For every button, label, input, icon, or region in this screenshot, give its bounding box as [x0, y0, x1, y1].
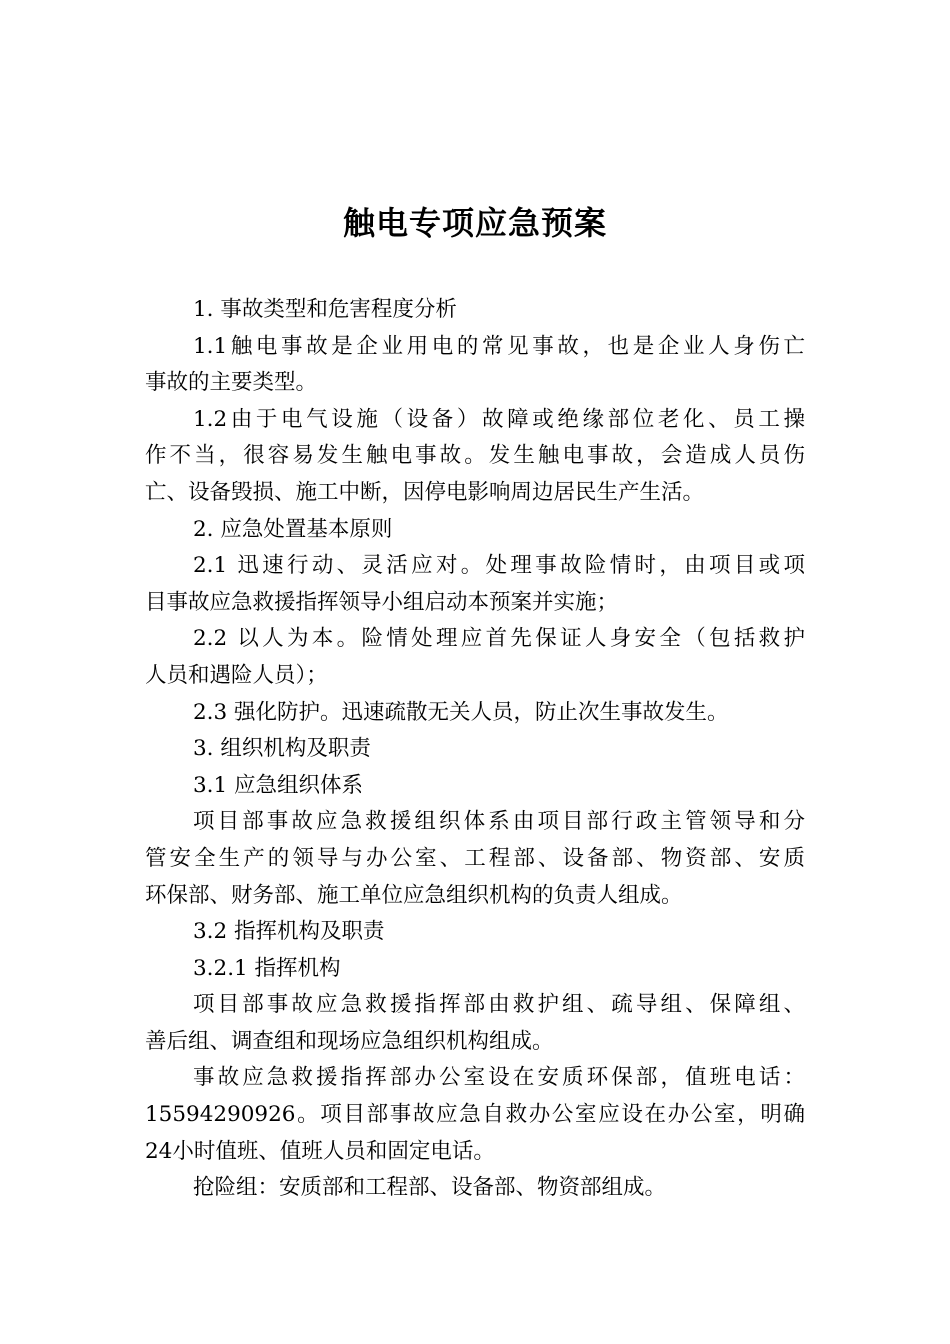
text-line: 目事故应急救援指挥领导小组启动本预案并实施；	[145, 589, 619, 615]
text-line: 2.1 迅速行动、灵活应对。处理事故险情时，由项目或项	[193, 553, 805, 579]
text-line: 管安全生产的领导与办公室、工程部、设备部、物资部、安质	[145, 845, 805, 871]
text-line: 环保部、财务部、施工单位应急组织机构的负责人组成。	[145, 882, 683, 908]
text-line: 2. 应急处置基本原则	[193, 516, 393, 542]
text-line: 项目部事故应急救援指挥部由救护组、疏导组、保障组、	[193, 992, 805, 1018]
text-line: 1. 事故类型和危害程度分析	[193, 297, 457, 322]
text-line: 作不当，很容易发生触电事故。发生触电事故，会造成人员伤	[145, 443, 805, 469]
text-line: 3.2.1 指挥机构	[193, 955, 341, 981]
document-title: 触电专项应急预案	[342, 204, 607, 242]
text-line: 事故的主要类型。	[145, 370, 318, 396]
text-line: 亡、设备毁损、施工中断，因停电影响周边居民生产生活。	[145, 479, 705, 505]
text-line: 事故应急救援指挥部办公室设在安质环保部，值班电话：	[193, 1065, 805, 1091]
text-line: 善后组、调查组和现场应急组织机构组成。	[145, 1028, 554, 1054]
text-line: 人员和遇险人员）；	[145, 662, 328, 688]
text-line: 1.2由于电气设施（设备）故障或绝缘部位老化、员工操	[193, 406, 805, 432]
text-line: 24小时值班、值班人员和固定电话。	[145, 1138, 495, 1164]
text-line: 3.1 应急组织体系	[193, 772, 364, 798]
text-line: 3.2 指挥机构及职责	[193, 919, 385, 945]
text-line: 项目部事故应急救援组织体系由项目部行政主管领导和分	[193, 809, 805, 835]
text-line: 2.3 强化防护。迅速疏散无关人员，防止次生事故发生。	[193, 699, 729, 725]
text-line: 15594290926。项目部事故应急自救办公室应设在办公室，明确	[145, 1102, 805, 1128]
text-line: 1.1触电事故是企业用电的常见事故，也是企业人身伤亡	[193, 333, 805, 359]
text-line: 3. 组织机构及职责	[193, 736, 371, 762]
text-line: 抢险组：安质部和工程部、设备部、物资部组成。	[193, 1175, 667, 1201]
text-line: 2.2 以人为本。险情处理应首先保证人身安全（包括救护	[193, 626, 805, 652]
document-body	[145, 292, 805, 1207]
